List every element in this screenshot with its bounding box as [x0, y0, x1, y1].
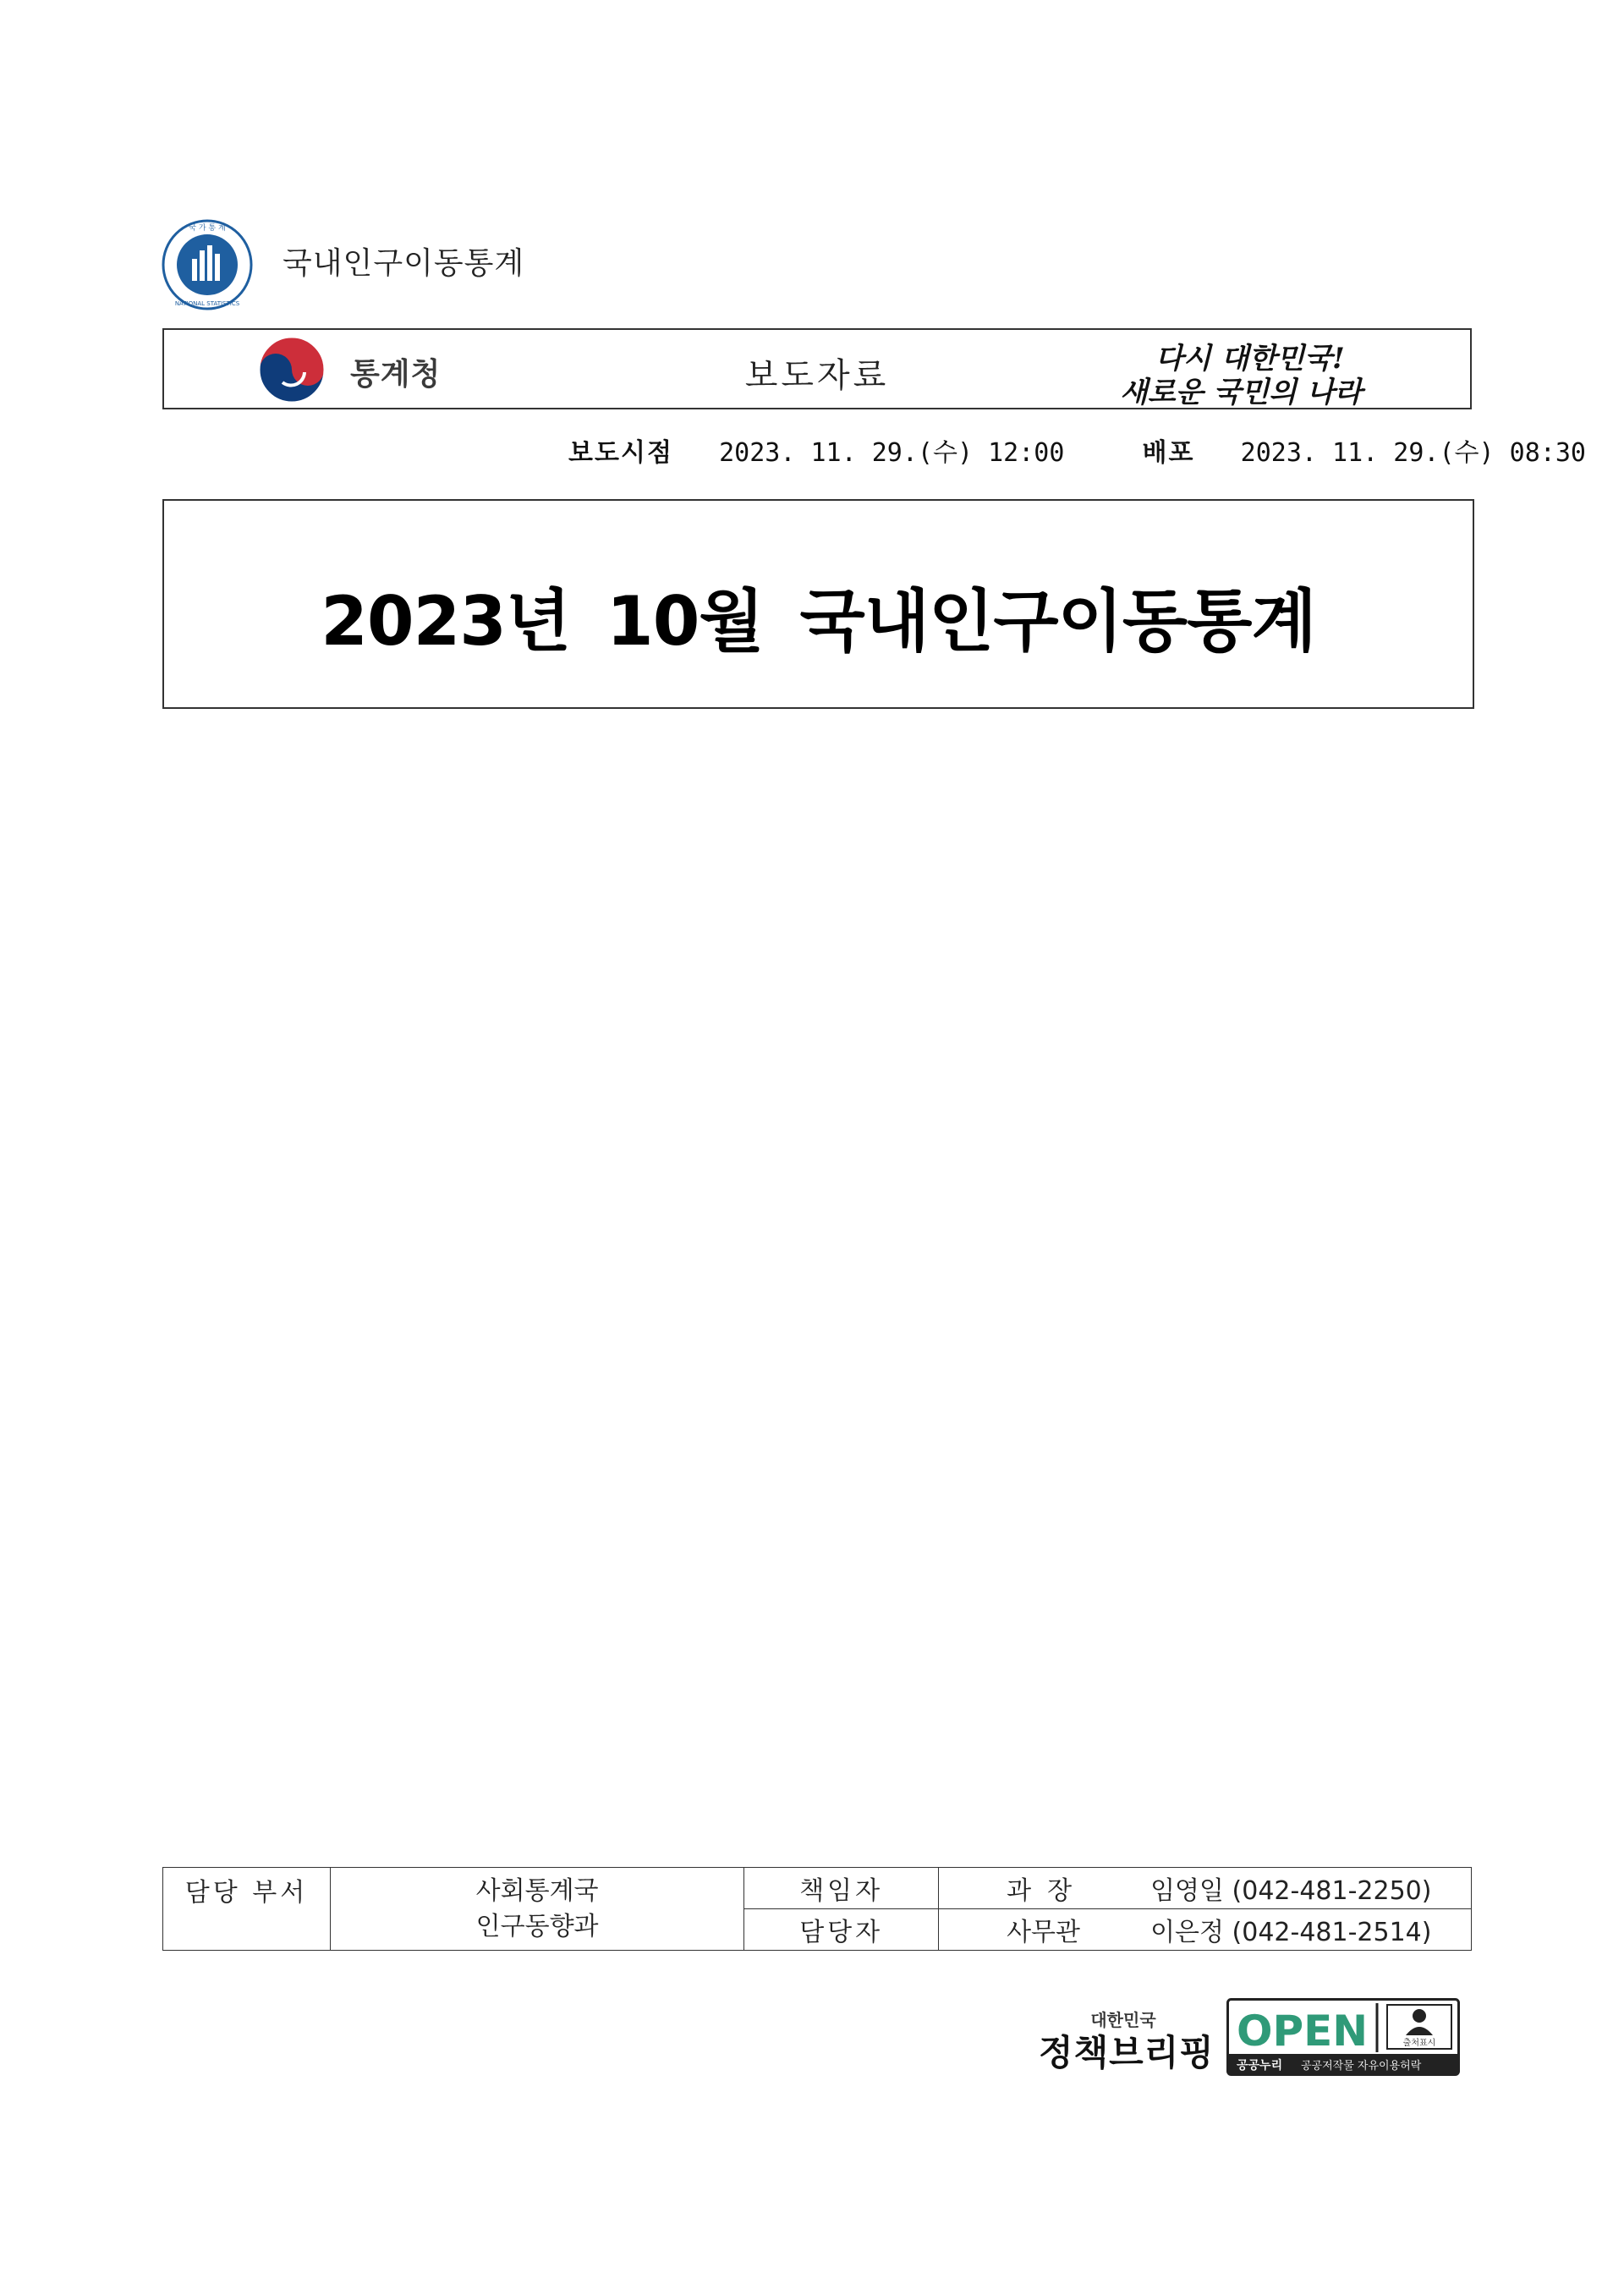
contact-type: 담당자 [744, 1909, 939, 1951]
contact-person: 이은정 (042-481-2514) [1150, 1918, 1432, 1947]
contact-person-cell [939, 1868, 1472, 1909]
contact-role: 사무관 [1007, 1918, 1081, 1947]
contact-person: 임영일 (042-481-2250) [1150, 1876, 1432, 1906]
embargo-label: 보도시점 [568, 438, 673, 468]
contact-person-cell [939, 1909, 1472, 1951]
contact-table [162, 1867, 1472, 1951]
table-row [163, 1868, 1472, 1909]
national-statistics-emblem [161, 218, 254, 311]
dept-cell [330, 1868, 743, 1951]
contact-type: 책임자 [744, 1868, 939, 1909]
page-title: 2023년 10월 국내인구이동통계 [321, 582, 1316, 661]
person-icon [1413, 2009, 1426, 2023]
policy-briefing-logo [1039, 2007, 1215, 2073]
release-times [568, 431, 1586, 469]
briefing-logo-main: 정책브리핑 [1039, 2032, 1215, 2073]
dept-line-2: 인구동향과 [475, 1911, 599, 1941]
svg-text:OPEN: OPEN [1237, 2007, 1369, 2056]
svg-text:NATIONAL STATISTICS: NATIONAL STATISTICS [174, 300, 240, 307]
press-release-header [162, 328, 1472, 409]
svg-text:국 가 통 계: 국 가 통 계 [189, 224, 226, 233]
svg-text:공공누리: 공공누리 [1237, 2059, 1283, 2073]
svg-text:출처표시: 출처표시 [1402, 2039, 1436, 2048]
slogan [1118, 333, 1457, 409]
agency-name: 통계청 [350, 357, 442, 392]
briefing-logo-top: 대한민국 [1090, 2010, 1156, 2030]
contact-role: 과 장 [1007, 1876, 1073, 1906]
dept-line-1: 사회통계국 [475, 1875, 599, 1906]
kogl-open-license-badge [1226, 1998, 1460, 2076]
distribution-label: 배포 [1142, 438, 1195, 468]
distribution-time: 2023. 11. 29.(수) 08:30 [1240, 438, 1586, 468]
title-box [162, 499, 1474, 709]
svg-text:공공저작물 자유이용허락: 공공저작물 자유이용허락 [1301, 2060, 1422, 2073]
dept-label: 담당 부서 [163, 1868, 331, 1951]
series-label: 국내인구이동통계 [283, 246, 525, 281]
slogan-line-1: 다시 대한민국! [1155, 342, 1345, 376]
document-type: 보도자료 [744, 356, 890, 395]
slogan-line-2: 새로운 국민의 나라 [1120, 376, 1363, 409]
embargo-time: 2023. 11. 29.(수) 12:00 [719, 438, 1065, 468]
